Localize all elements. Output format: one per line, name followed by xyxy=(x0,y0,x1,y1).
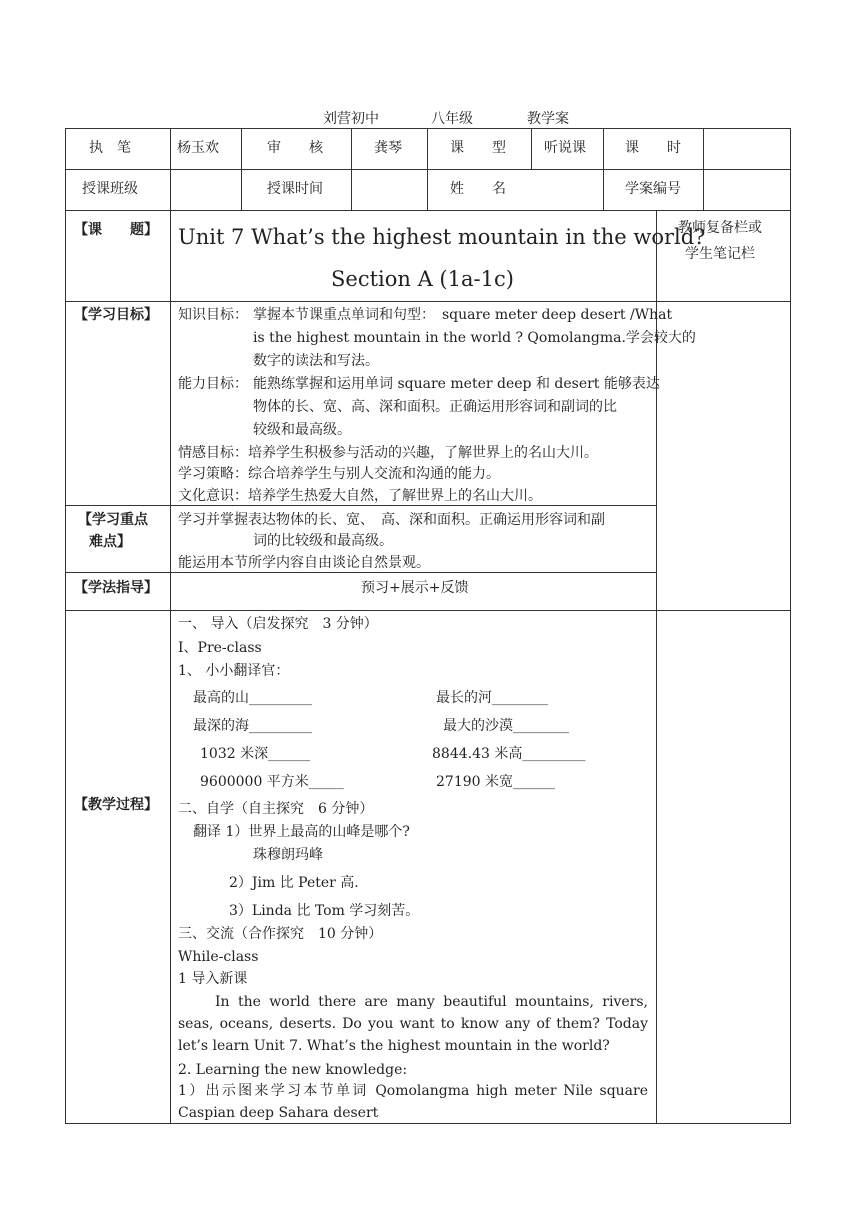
section2-line3: 2）Jim 比 Peter 高. xyxy=(229,875,359,891)
translate-item: 最大的沙漠________ xyxy=(443,718,569,734)
keypoints-label-line2: 难点】 xyxy=(89,534,131,550)
table-col xyxy=(531,128,532,169)
topic-label: 【课 题】 xyxy=(74,222,158,238)
ability-line3: 较级和最高级。 xyxy=(253,422,351,438)
type-value: 听说课 xyxy=(544,140,586,156)
process-label: 【教学过程】 xyxy=(74,797,158,813)
translate-item: 最高的山_________ xyxy=(193,690,312,706)
author-value: 杨玉欢 xyxy=(177,140,219,156)
type-label: 课 型 xyxy=(450,140,506,156)
keypoints-line3: 能运用本节所学内容自由谈论自然景观。 xyxy=(178,555,430,571)
hours-label: 课 时 xyxy=(625,140,681,156)
knowledge-line3: 数字的读法和写法。 xyxy=(253,353,379,369)
side-note-line2: 学生笔记栏 xyxy=(685,246,755,262)
reviewer-value: 龚琴 xyxy=(374,140,402,156)
ability-line1: 能熟练掌握和运用单词 square meter deep 和 desert 能够表达 xyxy=(253,376,660,392)
table-border-left xyxy=(65,128,66,1123)
section3-while: While-class xyxy=(178,949,259,965)
keypoints-line2: 词的比较级和最高级。 xyxy=(253,533,393,549)
translate-item: 27190 米宽______ xyxy=(436,774,555,790)
section2-line1: 翻译 1）世界上最高的山峰是哪个? xyxy=(193,824,410,840)
translate-item: 最深的海_________ xyxy=(193,718,312,734)
table-col xyxy=(427,128,428,210)
translate-item: 1032 米深______ xyxy=(200,746,311,762)
translate-item: 最长的河________ xyxy=(436,690,548,706)
keypoints-label-line1: 【学习重点 xyxy=(78,512,148,528)
author-label: 执 笔 xyxy=(89,140,131,156)
knowledge-line1: 掌握本节课重点单词和句型： square meter deep desert /What xyxy=(253,307,673,323)
header-school: 刘营初中 xyxy=(323,111,379,127)
section3-item2: 2. Learning the new knowledge: xyxy=(178,1062,408,1078)
section1-heading: 一、 导入（启发探究 3 分钟） xyxy=(178,616,378,632)
emotion-objective: 情感目标：培养学生积极参与活动的兴趣，了解世界上的名山大川。 xyxy=(178,445,598,461)
translate-item: 9600000 平方米_____ xyxy=(200,774,344,790)
table-rule xyxy=(65,301,791,302)
table-rule xyxy=(65,210,791,211)
section3-paragraph: In the world there are many beautiful mountains, rivers, seas, oceans, deserts. Do you want to know any of them? Today let’s learn Unit 7. What’s the highest mountain in the world? xyxy=(178,994,648,1054)
keypoints-line1: 学习并掌握表达物体的长、宽、 高、深和面积。正确运用形容词和副 xyxy=(178,512,605,528)
section3-heading: 三、交流（合作探究 10 分钟） xyxy=(178,926,383,942)
ability-label: 能力目标： xyxy=(178,376,248,392)
table-rule xyxy=(65,169,791,170)
ability-line2: 物体的长、宽、高、深和面积。正确运用形容词和副词的比 xyxy=(253,399,617,415)
topic-title-line2: Section A (1a-1c) xyxy=(331,267,514,291)
culture-objective: 文化意识：培养学生热爱大自然，了解世界上的名山大川。 xyxy=(178,488,542,504)
table-col xyxy=(603,128,604,210)
section1-preclass: I、Pre-class xyxy=(178,640,262,656)
knowledge-label: 知识目标： xyxy=(178,307,248,323)
section2-line4: 3）Linda 比 Tom 学习刻苦。 xyxy=(229,903,420,919)
header-doc-type: 教学案 xyxy=(527,111,569,127)
objectives-label: 【学习目标】 xyxy=(74,307,158,323)
table-rule xyxy=(65,610,791,611)
side-note-line1: 教师复备栏或 xyxy=(678,220,762,236)
topic-title-line1: Unit 7 What’s the highest mountain in the world? xyxy=(178,225,706,249)
table-col xyxy=(170,128,171,1123)
review-label: 审 核 xyxy=(267,140,323,156)
time-label: 授课时间 xyxy=(267,181,323,197)
table-rule xyxy=(65,505,656,506)
class-label: 授课班级 xyxy=(82,181,138,197)
section2-line2: 珠穆朗玛峰 xyxy=(253,847,323,863)
section3-item3: 1）出示图来学习本节单词 Qomolangma high meter Nile square Caspian deep Sahara desert xyxy=(178,1083,648,1121)
name-label: 姓 名 xyxy=(450,181,506,197)
strategy-objective: 学习策略：综合培养学生与别人交流和沟通的能力。 xyxy=(178,466,500,482)
table-col xyxy=(703,128,704,210)
method-text: 预习+展示+反馈 xyxy=(361,580,469,596)
section1-item: 1、 小小翻译官： xyxy=(178,663,290,679)
translate-item: 8844.43 米高_________ xyxy=(432,746,586,762)
number-label: 学案编号 xyxy=(625,181,681,197)
method-label: 【学法指导】 xyxy=(74,580,158,596)
header-grade: 八年级 xyxy=(431,111,473,127)
table-rule xyxy=(65,572,656,573)
knowledge-line2: is the highest mountain in the world ? Qomolangma.学会较大的 xyxy=(253,330,696,346)
table-col xyxy=(241,128,242,210)
table-border-right xyxy=(790,128,791,1123)
table-col xyxy=(351,128,352,210)
section3-item1: 1 导入新课 xyxy=(178,971,248,987)
section2-heading: 二、自学（自主探究 6 分钟） xyxy=(178,801,374,817)
table-border-top xyxy=(65,128,791,129)
